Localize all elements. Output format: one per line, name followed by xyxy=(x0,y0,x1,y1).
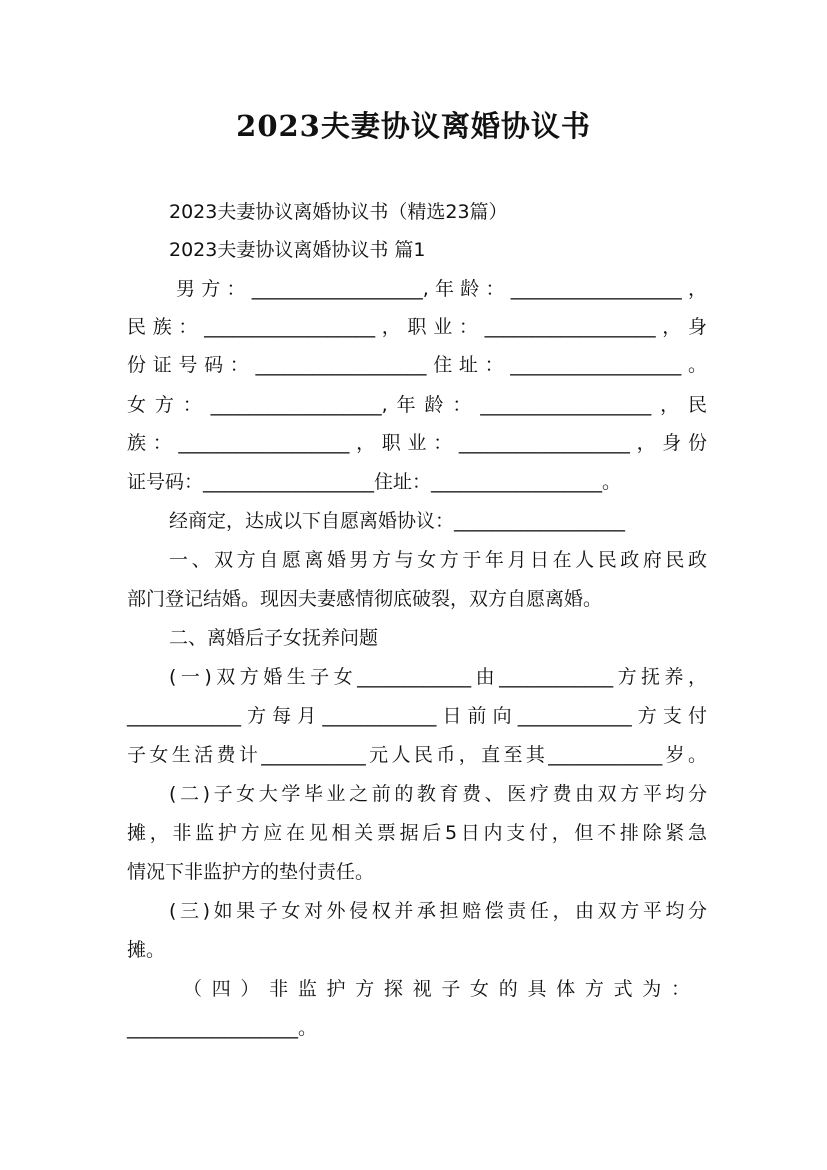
paragraph-line: 证号码：__________________住址：__________________。 xyxy=(127,471,622,493)
subtitle-line: 2023夫妻协议离婚协议书（精选23篇） xyxy=(169,201,508,223)
paragraph-line: 摊。 xyxy=(127,939,166,961)
paragraph-line: 经商定，达成以下自愿离婚协议：__________________ xyxy=(169,510,626,532)
paragraph-line: （四）非监护方探视子女的具体方式为： xyxy=(183,978,690,1000)
paragraph-line: 女方：__________________,年龄：__________________，民 xyxy=(127,394,707,416)
paragraph-line: 族：__________________，职业：__________________，身份 xyxy=(127,432,707,454)
document-title: 2023夫妻协议离婚协议书 xyxy=(236,109,591,143)
paragraph-line: 男方：__________________,年龄：__________________， xyxy=(176,278,707,300)
paragraph-line: 部门登记结婚。现因夫妻感情彻底破裂，双方自愿离婚。 xyxy=(127,588,603,610)
paragraph-line: 摊，非监护方应在见相关票据后5日内支付，但不排除紧急 xyxy=(127,822,707,844)
paragraph-line: ____________方每月____________日前向____________方支付 xyxy=(127,705,707,727)
paragraph-line: 子女生活费计___________元人民币，直至其____________岁。 xyxy=(127,744,707,766)
paragraph-line: (三)如果子女对外侵权并承担赔偿责任，由双方平均分 xyxy=(169,900,707,922)
paragraph-line: 一、双方自愿离婚男方与女方于年月日在人民政府民政 xyxy=(169,549,707,571)
paragraph-line: __________________。 xyxy=(127,1017,318,1039)
section-heading: 2023夫妻协议离婚协议书 篇1 xyxy=(169,239,426,261)
paragraph-line: 份证号码：__________________住址：__________________。 xyxy=(127,354,707,376)
paragraph-line: 情况下非监护方的垫付责任。 xyxy=(127,861,375,883)
paragraph-line: (二)子女大学毕业之前的教育费、医疗费由双方平均分 xyxy=(169,783,707,805)
paragraph-line: 民族：__________________，职业：__________________，身 xyxy=(127,316,707,338)
paragraph-line: 二、离婚后子女抚养问题 xyxy=(169,627,379,649)
paragraph-line: (一)双方婚生子女____________由____________方抚养， xyxy=(169,666,707,688)
